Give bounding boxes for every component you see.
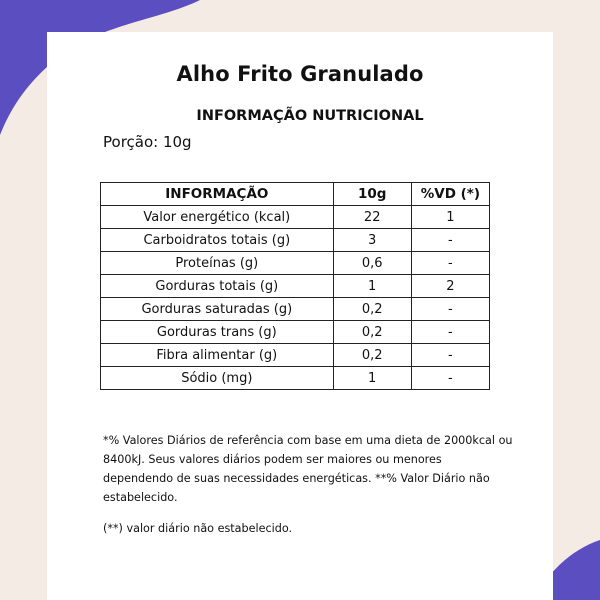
nutrient-daily-value: 1 [411, 206, 489, 229]
column-header-information: INFORMAÇÃO [101, 183, 334, 206]
nutrient-daily-value: - [411, 367, 489, 390]
nutrition-label-card [47, 32, 553, 600]
product-title: Alho Frito Granulado [176, 62, 424, 86]
table-header-row [101, 183, 490, 206]
nutrient-name: Fibra alimentar (g) [101, 344, 334, 367]
nutrient-name: Proteínas (g) [101, 252, 334, 275]
nutrient-amount: 3 [333, 229, 411, 252]
nutrient-amount: 0,2 [333, 298, 411, 321]
nutrient-daily-value: - [411, 252, 489, 275]
table-row [101, 367, 490, 390]
not-established-note: (**) valor diário não estabelecido. [103, 522, 293, 535]
nutrient-amount: 0,2 [333, 344, 411, 367]
nutrient-name: Gorduras saturadas (g) [101, 298, 334, 321]
nutrient-daily-value: - [411, 229, 489, 252]
nutrient-amount: 0,6 [333, 252, 411, 275]
column-header-daily-value: %VD (*) [411, 183, 489, 206]
table-row [101, 321, 490, 344]
table-row [101, 344, 490, 367]
nutrient-name: Valor energético (kcal) [101, 206, 334, 229]
nutrient-amount: 1 [333, 275, 411, 298]
nutrient-name: Carboidratos totais (g) [101, 229, 334, 252]
table-row [101, 298, 490, 321]
nutrient-daily-value: - [411, 344, 489, 367]
nutrient-amount: 1 [333, 367, 411, 390]
daily-value-footnote: *% Valores Diários de referência com base em uma dieta de 2000kcal ou 8400kJ. Seus valores diários podem ser maiores ou menores dependendo de suas necessidades energéticas. **% Valor Diário não estabelecido. [103, 434, 513, 504]
nutrient-name: Gorduras totais (g) [101, 275, 334, 298]
nutrient-daily-value: 2 [411, 275, 489, 298]
table-row [101, 275, 490, 298]
portion-size: Porção: 10g [103, 133, 192, 151]
nutrient-amount: 0,2 [333, 321, 411, 344]
nutrient-name: Gorduras trans (g) [101, 321, 334, 344]
column-header-amount: 10g [333, 183, 411, 206]
table-row [101, 206, 490, 229]
nutrient-name: Sódio (mg) [101, 367, 334, 390]
nutrient-amount: 22 [333, 206, 411, 229]
nutrient-daily-value: - [411, 321, 489, 344]
nutrient-daily-value: - [411, 298, 489, 321]
nutrition-table [100, 182, 490, 390]
table-row [101, 252, 490, 275]
section-heading: INFORMAÇÃO NUTRICIONAL [196, 108, 424, 124]
table-row [101, 229, 490, 252]
